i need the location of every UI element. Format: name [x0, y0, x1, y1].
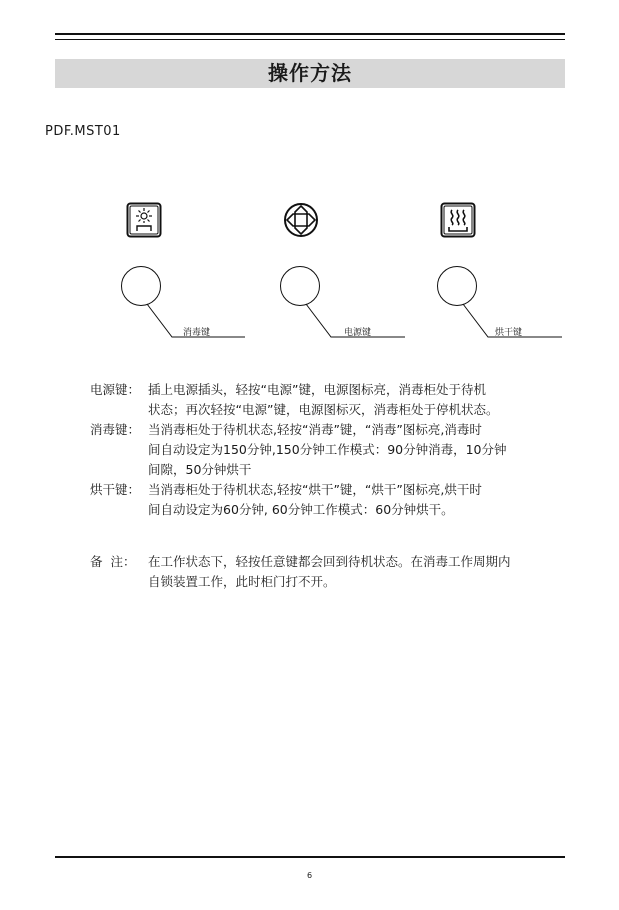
- instruction-line: 间自动设定为150分钟,150分钟工作模式：90分钟消毒，10分钟: [148, 442, 507, 457]
- instruction-line: 当消毒柜处于待机状态,轻按“消毒”键，“消毒”图标亮,消毒时: [148, 422, 482, 437]
- instruction-line: 插上电源插头，轻按“电源”键，电源图标亮，消毒柜处于待机: [148, 382, 486, 397]
- model-code: PDF.MST01: [45, 124, 121, 139]
- power-key-label: 电源键: [344, 328, 372, 338]
- note-line: 自锁装置工作，此时柜门打不开。: [148, 574, 336, 589]
- note-term: 备 注：: [90, 554, 136, 569]
- instruction-sterilize: [90, 420, 568, 480]
- instruction-dry: [90, 480, 568, 520]
- instruction-line: 当消毒柜处于待机状态,轻按“烘干”键，“烘干”图标亮,烘干时: [148, 482, 482, 497]
- instruction-line: 状态；再次轻按“电源”键，电源图标灭，消毒柜处于停机状态。: [148, 402, 499, 417]
- page-number: 6: [306, 871, 313, 880]
- instruction-term: 消毒键：: [90, 422, 141, 437]
- instruction-line: 间自动设定为60分钟, 60分钟工作模式：60分钟烘干。: [148, 502, 454, 517]
- instructions: [90, 380, 568, 520]
- note: [90, 552, 568, 592]
- instruction-term: 电源键：: [90, 382, 141, 397]
- note-line: 在工作状态下，轻按任意键都会回到待机状态。在消毒工作周期内: [148, 554, 511, 569]
- bottom-rule: [55, 856, 565, 858]
- instruction-line: 间隙，50分钟烘干: [148, 462, 252, 477]
- instruction-term: 烘干键：: [90, 482, 141, 497]
- dry-key-label: 烘干键: [495, 328, 523, 338]
- instruction-power: [90, 380, 568, 420]
- sterilize-key-label: 消毒键: [183, 328, 211, 338]
- page-title: 操作方法: [55, 59, 565, 88]
